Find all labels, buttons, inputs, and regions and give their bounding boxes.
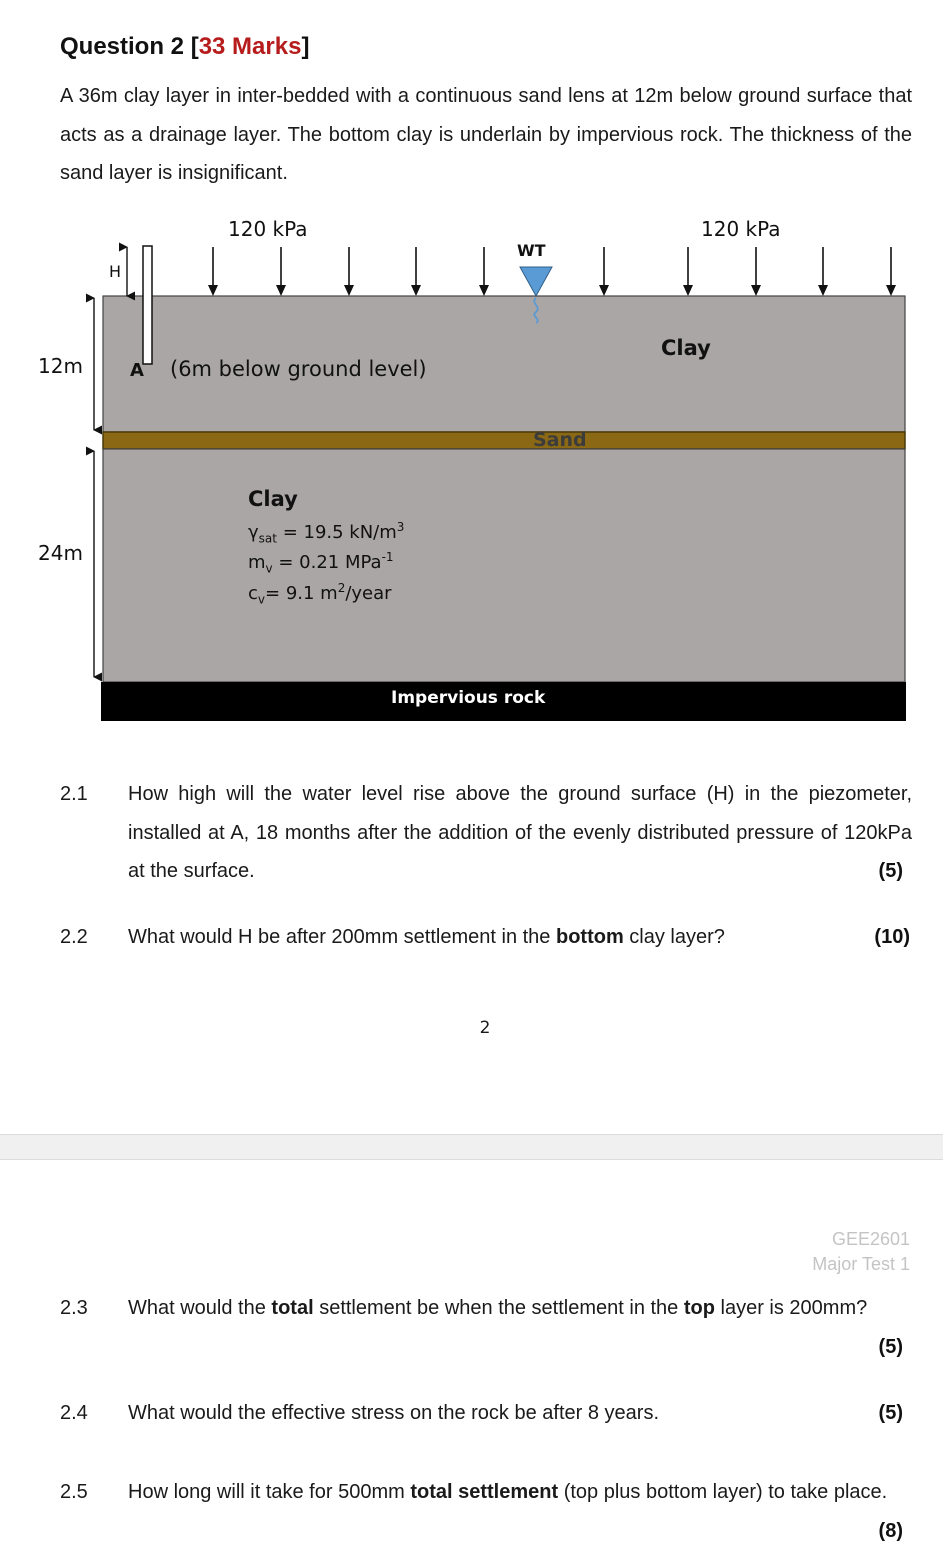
subq-text: What would the <box>128 1297 272 1319</box>
top-thickness-label: 12m <box>38 354 83 378</box>
subq-marks: (10) <box>874 926 910 948</box>
question-marks: 33 Marks <box>198 33 302 60</box>
load-arrow <box>751 247 761 296</box>
course-code: GEE2601 <box>831 1229 910 1249</box>
cv-symbol: c <box>248 583 258 604</box>
subq-2-1 <box>128 775 912 891</box>
mv-superscript: -1 <box>381 550 394 564</box>
load-arrow <box>208 247 218 296</box>
subq-text: What would the effective stress on the rock be after 8 years. <box>128 1402 660 1424</box>
subq-number: 2.2 <box>60 926 88 948</box>
subq-text: (top plus bottom layer) to take place. <box>558 1481 888 1503</box>
subq-2-2 <box>128 918 848 957</box>
load-arrow <box>479 247 489 296</box>
subq-marks: (8) <box>878 1520 903 1542</box>
rock-label: Impervious rock <box>391 688 546 708</box>
load-arrow <box>886 247 896 296</box>
page-number: 2 <box>479 1018 491 1038</box>
question-prefix: Question 2 [ <box>60 33 199 60</box>
cv-number: = 9.1 m <box>265 583 338 604</box>
subq-marks: (5) <box>878 860 903 882</box>
soil-profile-diagram <box>0 200 943 730</box>
load-arrow <box>276 247 286 296</box>
piezometer-tube <box>143 246 152 364</box>
cv-unit: /year <box>345 583 392 604</box>
bottom-clay-layer <box>103 449 905 682</box>
subq-bold-text: total settlement <box>410 1481 559 1503</box>
mv-symbol: m <box>248 552 266 573</box>
subq-2-4 <box>128 1394 828 1433</box>
subq-marks: (5) <box>878 1402 903 1424</box>
page-separator <box>0 1134 943 1160</box>
h-label: H <box>109 262 122 281</box>
subq-number: 2.3 <box>60 1297 88 1319</box>
subq-number: 2.4 <box>60 1402 88 1424</box>
test-name: Major Test 1 <box>812 1254 910 1274</box>
subq-number: 2.5 <box>60 1481 88 1503</box>
subq-bold-text: top <box>683 1297 715 1319</box>
sand-label: Sand <box>533 429 587 451</box>
load-arrow <box>344 247 354 296</box>
question-suffix: ] <box>301 33 310 60</box>
subq-text: What would H be after 200mm settlement in the <box>128 926 556 948</box>
load-arrow <box>599 247 609 296</box>
load-arrows <box>208 247 896 296</box>
gamma-symbol: γ <box>248 522 259 543</box>
page-header <box>812 1227 910 1277</box>
subq-2-3 <box>128 1289 912 1328</box>
intro-text: A 36m clay layer in inter-bedded with a continuous sand lens at 12m below ground surface that acts as a drainage layer. The bottom clay is underlain by impervious rock. The thickness of the sand layer is insignificant. <box>60 85 912 184</box>
bottom-thickness-label: 24m <box>38 541 83 565</box>
mv-number: = 0.21 MPa <box>272 552 382 573</box>
sand-layer <box>103 432 905 449</box>
load-arrow <box>818 247 828 296</box>
load-arrow <box>683 247 693 296</box>
gamma-sat-value <box>248 520 404 546</box>
subq-marks: (5) <box>878 1336 903 1358</box>
subq-text: settlement be when the settlement in the <box>313 1297 684 1319</box>
water-table-triangle <box>520 267 552 296</box>
load-arrow <box>411 247 421 296</box>
cv-subscript: v <box>257 592 266 607</box>
mv-value <box>248 550 394 576</box>
cv-value <box>248 581 392 607</box>
cv-superscript: 2 <box>337 581 346 595</box>
gamma-number: = 19.5 kN/m <box>276 522 397 543</box>
question-title <box>60 33 309 61</box>
top-clay-label: Clay <box>661 336 711 360</box>
gamma-subscript: sat <box>258 531 277 546</box>
subq-text: How long will it take for 500mm <box>128 1481 411 1503</box>
point-a-label: A <box>130 360 144 381</box>
mv-subscript: v <box>265 561 273 576</box>
intro-paragraph <box>60 77 912 193</box>
load-label-right: 120 kPa <box>701 217 781 241</box>
subq-text: layer is 200mm? <box>714 1297 868 1319</box>
subq-text: clay layer? <box>623 926 725 948</box>
wt-label: WT <box>517 241 546 260</box>
point-a-note: (6m below ground level) <box>170 357 427 381</box>
subq-number: 2.1 <box>60 783 88 805</box>
subq-bold-text: bottom <box>555 926 624 948</box>
gamma-superscript: 3 <box>396 520 405 534</box>
bottom-clay-label: Clay <box>248 487 298 511</box>
subq-2-5 <box>128 1473 912 1512</box>
subq-bold-text: total <box>271 1297 314 1319</box>
subq-text: How high will the water level rise above the ground surface (H) in the piezometer, installed at A, 18 months after the addition of the evenly distributed pressure of 120kPa at the surface. <box>128 783 912 882</box>
load-label-left: 120 kPa <box>228 217 308 241</box>
